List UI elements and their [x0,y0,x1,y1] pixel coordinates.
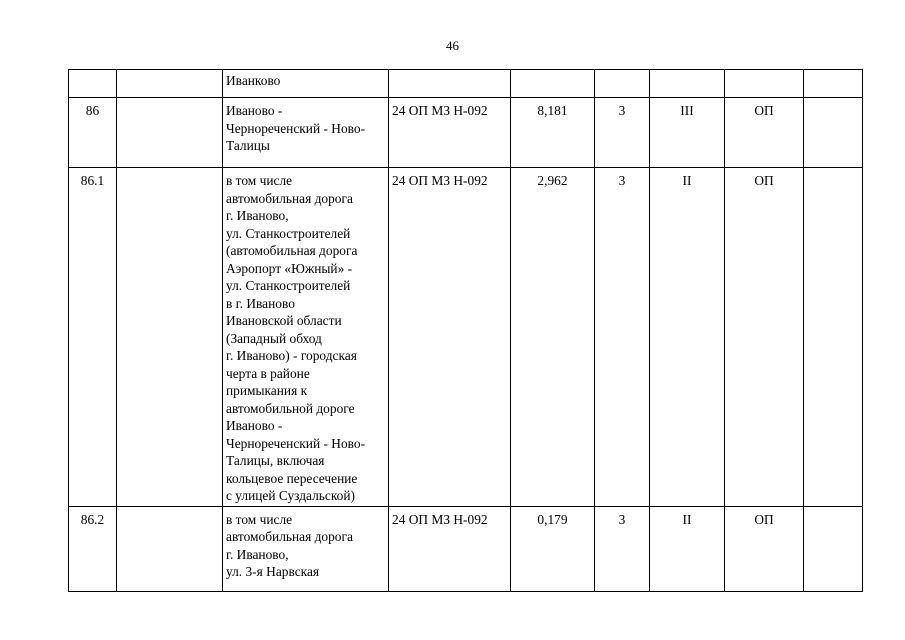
road-name-cell [223,70,389,98]
blank-cell [117,168,223,507]
blank-cell [117,506,223,591]
road-name-cell [223,98,389,168]
road-name-line: в том числе [226,173,293,188]
road-name-line: в том числе [226,511,293,527]
row-number-cell: 86 [69,98,117,168]
note-cell [804,98,863,168]
table-row [69,70,863,98]
road-name-line: Иваново - [226,418,283,433]
road-name-line: Иваново - [226,103,283,118]
road-name-line: ул. Станкостроителей [226,225,351,241]
road-class-cell: II [650,506,725,591]
road-class-cell: III [650,98,725,168]
table-row [69,506,863,591]
road-name-line: автомобильной дороге [226,400,355,416]
road-category-cell: 3 [595,506,650,591]
road-name-line: Чернореченский - Ново- [226,120,366,136]
road-name-line: (Западный обход [226,330,322,346]
road-name-line: автомобильная дорога [226,529,353,544]
road-name-line: Аэропорт «Южный» - [226,260,353,276]
road-name-line: г. Иваново, [226,546,289,562]
road-name-line: примыкания к [226,383,308,398]
road-length-cell [511,70,595,98]
row-number-cell: 86.2 [69,506,117,591]
road-code-cell: 24 ОП МЗ Н-092 [389,506,511,591]
road-name-line: черта в районе [226,365,310,381]
road-length-cell: 2,962 [511,168,595,507]
road-code-cell: 24 ОП МЗ Н-092 [389,98,511,168]
road-name-line: Ивановской области [226,313,342,328]
road-name-line: с улицей Суздальской) [226,488,355,503]
road-name-line: Талицы, включая [226,453,325,468]
road-name-line: Чернореченский - Ново- [226,435,366,451]
page-number: 46 [446,38,459,53]
road-name-line: автомобильная дорога [226,190,353,206]
road-significance-cell: ОП [725,98,804,168]
road-name-line: ул. Станкостроителей [226,278,351,293]
blank-cell [117,98,223,168]
road-code-cell: 24 ОП МЗ Н-092 [389,168,511,507]
road-category-cell: 3 [595,168,650,507]
row-number-cell [69,70,117,98]
road-category-cell: 3 [595,98,650,168]
road-significance-cell: ОП [725,506,804,591]
row-number-cell: 86.1 [69,168,117,507]
road-significance-cell: ОП [725,168,804,507]
roads-table [68,69,863,592]
road-significance-cell [725,70,804,98]
road-name-line: Талицы [226,138,270,153]
road-name-line: ул. 3-я Нарвская [226,564,320,579]
road-name-line: г. Иваново) - городская [226,348,357,363]
road-name-line: (автомобильная дорога [226,243,358,258]
road-length-cell: 8,181 [511,98,595,168]
table-row [69,98,863,168]
blank-cell [117,70,223,98]
table-body [69,70,863,592]
road-code-cell [389,70,511,98]
note-cell [804,506,863,591]
note-cell [804,70,863,98]
road-class-cell [650,70,725,98]
road-name-line: Иванково [226,73,281,88]
road-name-line: кольцевое пересечение [226,470,358,486]
road-name-cell [223,506,389,591]
table-row [69,168,863,507]
road-name-cell [223,168,389,507]
road-category-cell [595,70,650,98]
road-name-line: в г. Иваново [226,295,295,311]
road-name-line: г. Иваново, [226,208,289,223]
road-length-cell: 0,179 [511,506,595,591]
road-class-cell: II [650,168,725,507]
note-cell [804,168,863,507]
